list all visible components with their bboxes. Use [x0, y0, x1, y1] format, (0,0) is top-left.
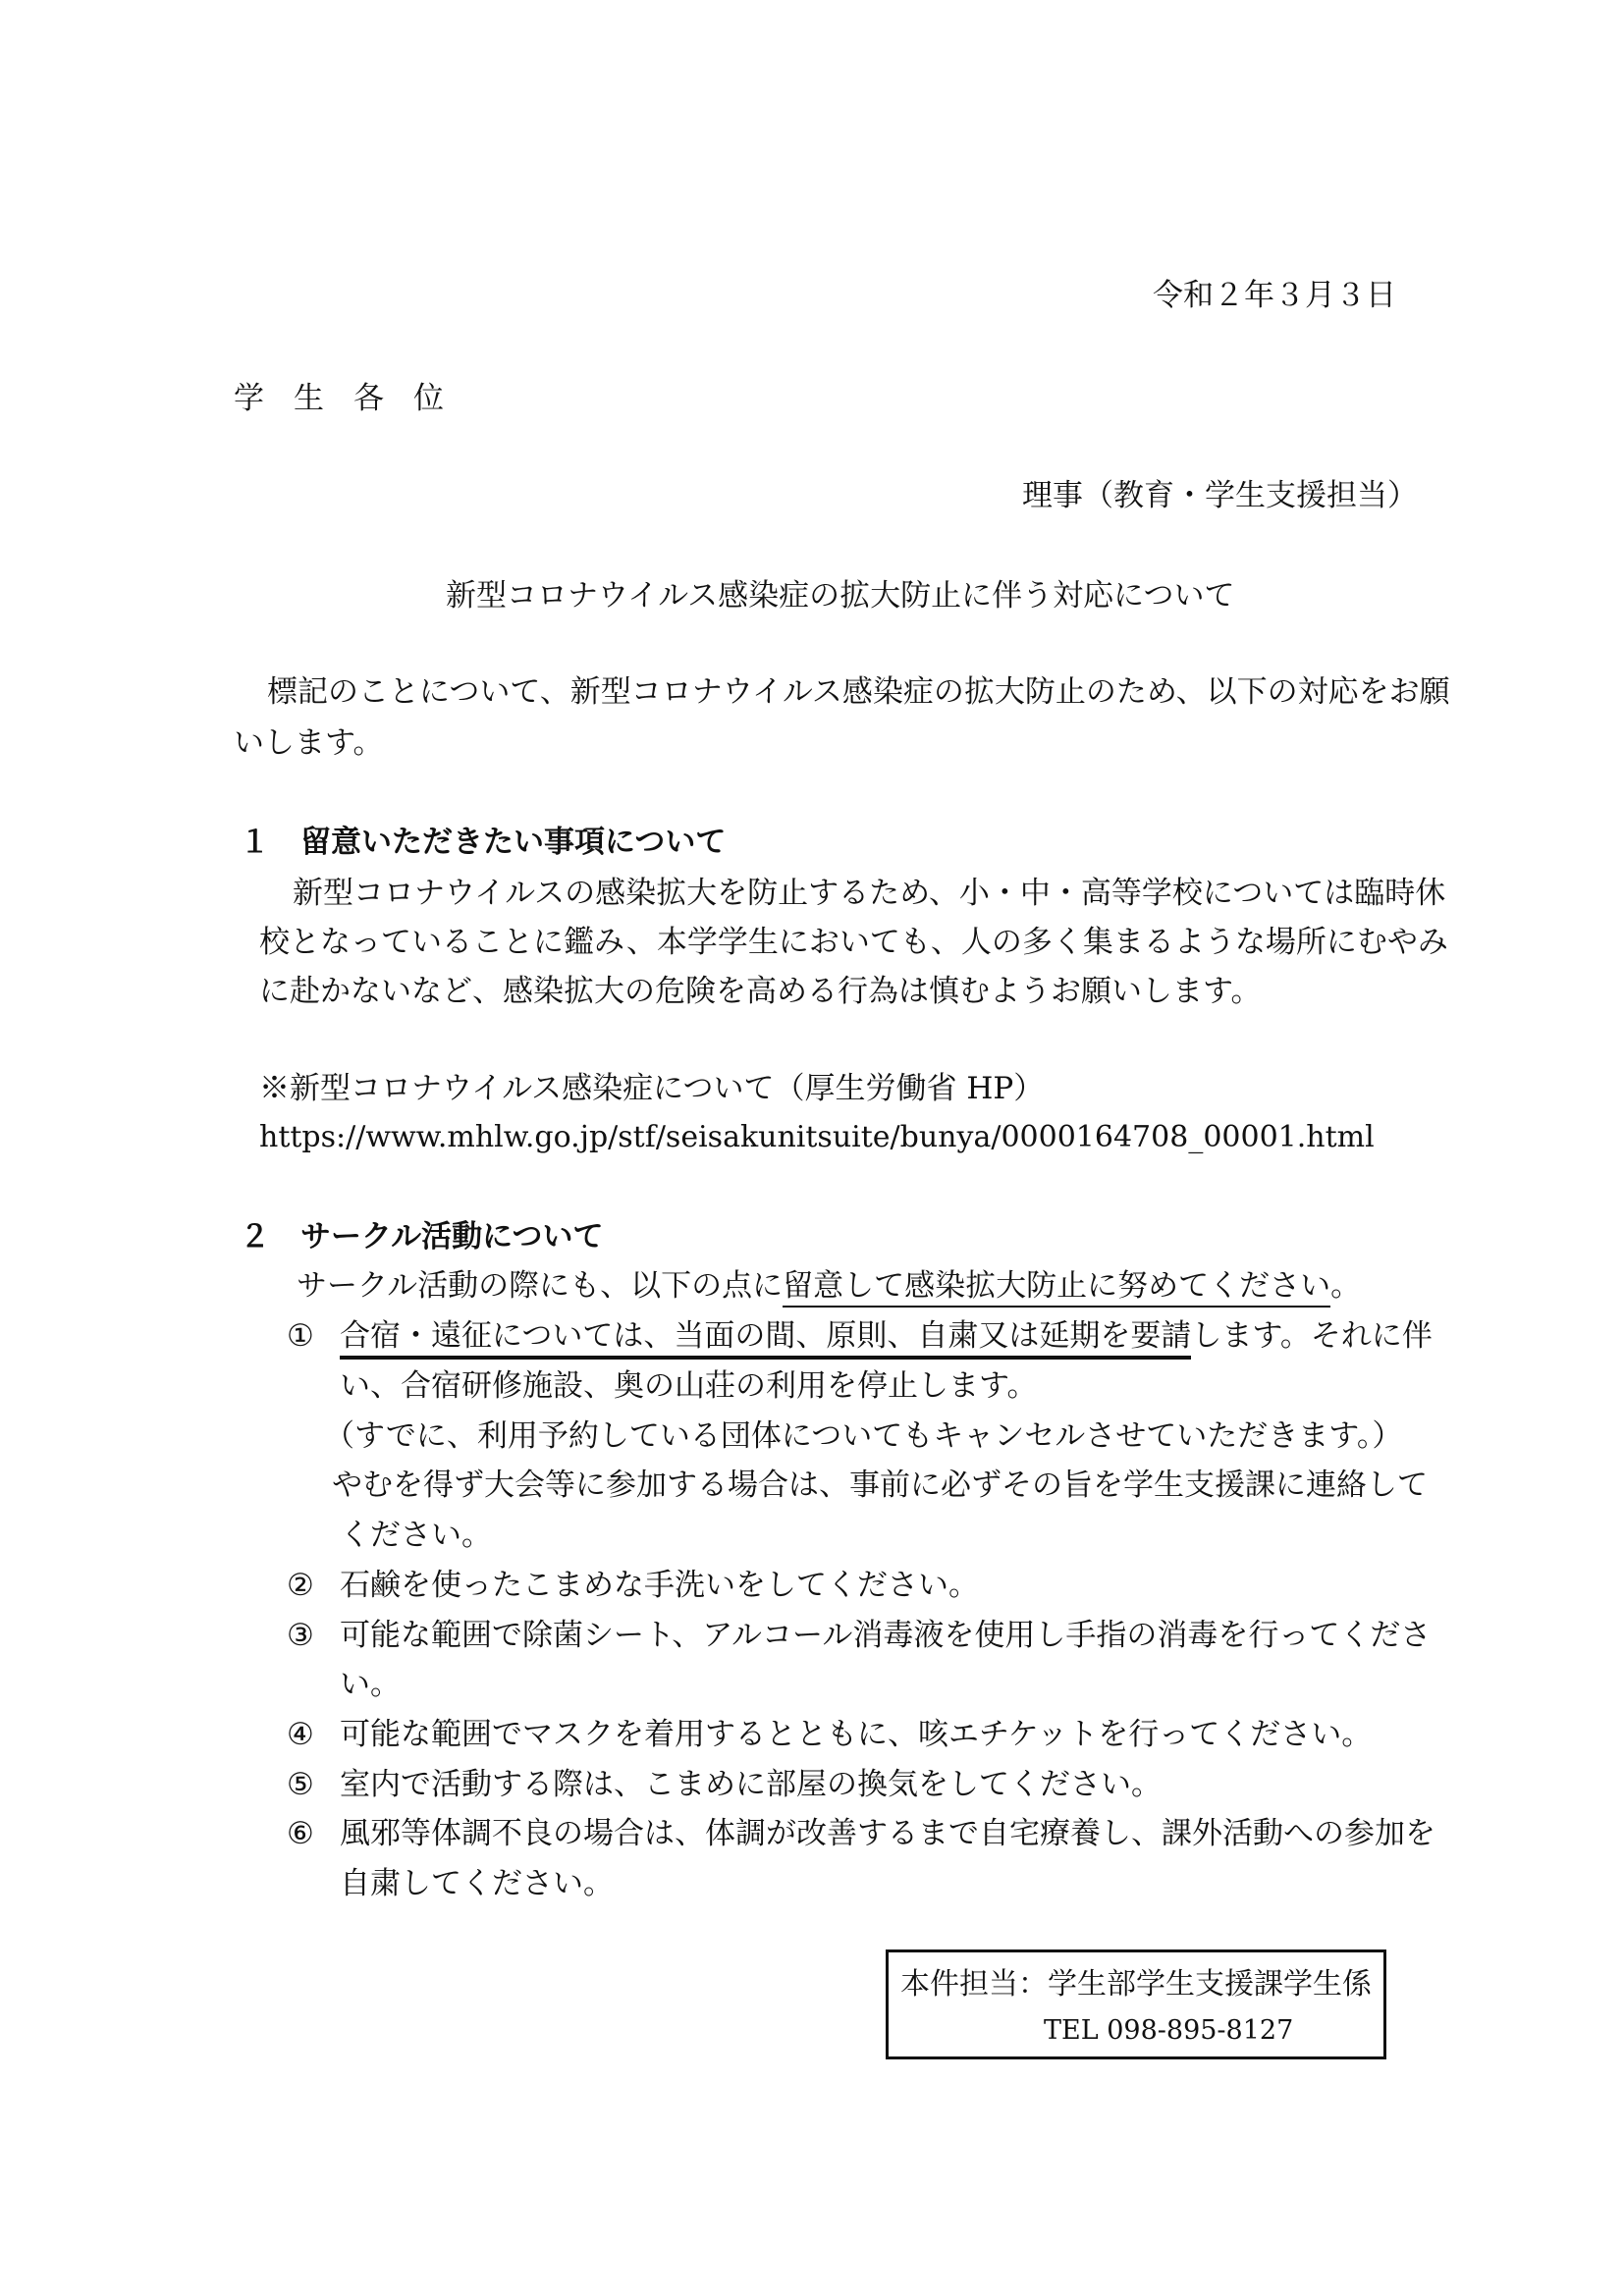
section-2-lead-end: 。 [1330, 1268, 1362, 1304]
item-2-number: ② [287, 1568, 314, 1603]
item-1-underlined: 合宿・遠征については、当面の間、原則、自粛又は延期を要請 [340, 1318, 1191, 1360]
item-1-number: ① [287, 1318, 314, 1354]
item-1-line-5: ください。 [340, 1518, 492, 1553]
section-1-body-line-1: 新型コロナウイルスの感染拡大を防止するため、小・中・高等学校については臨時休 [293, 876, 1446, 911]
item-3-line-1: 可能な範囲で除菌シート、アルコール消毒液を使用し手指の消毒を行ってくださ [340, 1618, 1432, 1653]
item-1-line-1 [340, 1318, 1433, 1354]
item-4-number: ④ [287, 1717, 314, 1752]
section-1-body-line-3: に赴かないなど、感染拡大の危険を高める行為は慎むようお願いします。 [259, 974, 1262, 1009]
intro-line-1: 標記のことについて、新型コロナウイルス感染症の拡大防止のため、以下の対応をお願 [267, 674, 1450, 710]
item-2-line-1: 石鹸を使ったこまめな手洗いをしてください。 [340, 1568, 979, 1603]
section-1-body-line-2: 校となっていることに鑑み、本学学生においても、人の多く集まるような場所にむやみ [259, 925, 1448, 960]
sender: 理事（教育・学生支援担当） [1022, 478, 1418, 513]
item-6-line-2: 自粛してください。 [340, 1866, 614, 1901]
intro-line-2: いします。 [234, 725, 384, 761]
item-1-line-4: やむを得ず大会等に参加する場合は、事前に必ずその旨を学生支援課に連絡して [332, 1468, 1428, 1503]
item-3-line-2: い。 [340, 1667, 401, 1702]
item-1-rest: します。それに伴 [1191, 1318, 1433, 1354]
contact-box [886, 1949, 1386, 2059]
section-2-lead [297, 1268, 1362, 1304]
contact-person: 本件担当：学生部学生支援課学生係 [900, 1967, 1372, 2002]
item-5-number: ⑤ [287, 1767, 314, 1802]
section-2-lead-text: サークル活動の際にも、以下の点に [297, 1268, 784, 1304]
item-3-number: ③ [287, 1618, 314, 1653]
section-2-heading: ２ サークル活動について [240, 1219, 604, 1255]
item-4-line-1: 可能な範囲でマスクを着用するとともに、咳エチケットを行ってください。 [340, 1717, 1373, 1752]
document-title: 新型コロナウイルス感染症の拡大防止に伴う対応について [446, 578, 1235, 614]
contact-tel: TEL 098-895-8127 [1044, 2015, 1294, 2046]
section-1-heading: １ 留意いただきたい事項について [240, 825, 727, 860]
item-6-line-1: 風邪等体調不良の場合は、体調が改善するまで自宅療養し、課外活動への参加を [340, 1816, 1435, 1851]
item-1-line-3: （すでに、利用予約している団体についてもキャンセルさせていただきます。） [324, 1418, 1403, 1454]
section-2-lead-underlined: 留意して感染拡大防止に努めてください [783, 1268, 1330, 1308]
item-6-number: ⑥ [287, 1816, 314, 1851]
document-date: 令和２年３月３日 [1153, 278, 1396, 313]
reference-note: ※新型コロナウイルス感染症について（厚生労働省 HP） [259, 1071, 1045, 1106]
reference-url: https://www.mhlw.go.jp/stf/seisakunitsuite/bunya/0000164708_00001.html [259, 1120, 1375, 1154]
item-1-line-2: い、合宿研修施設、奥の山荘の利用を停止します。 [340, 1368, 1038, 1404]
recipient: 学生各位 [234, 381, 473, 416]
item-5-line-1: 室内で活動する際は、こまめに部屋の換気をしてください。 [340, 1767, 1162, 1802]
